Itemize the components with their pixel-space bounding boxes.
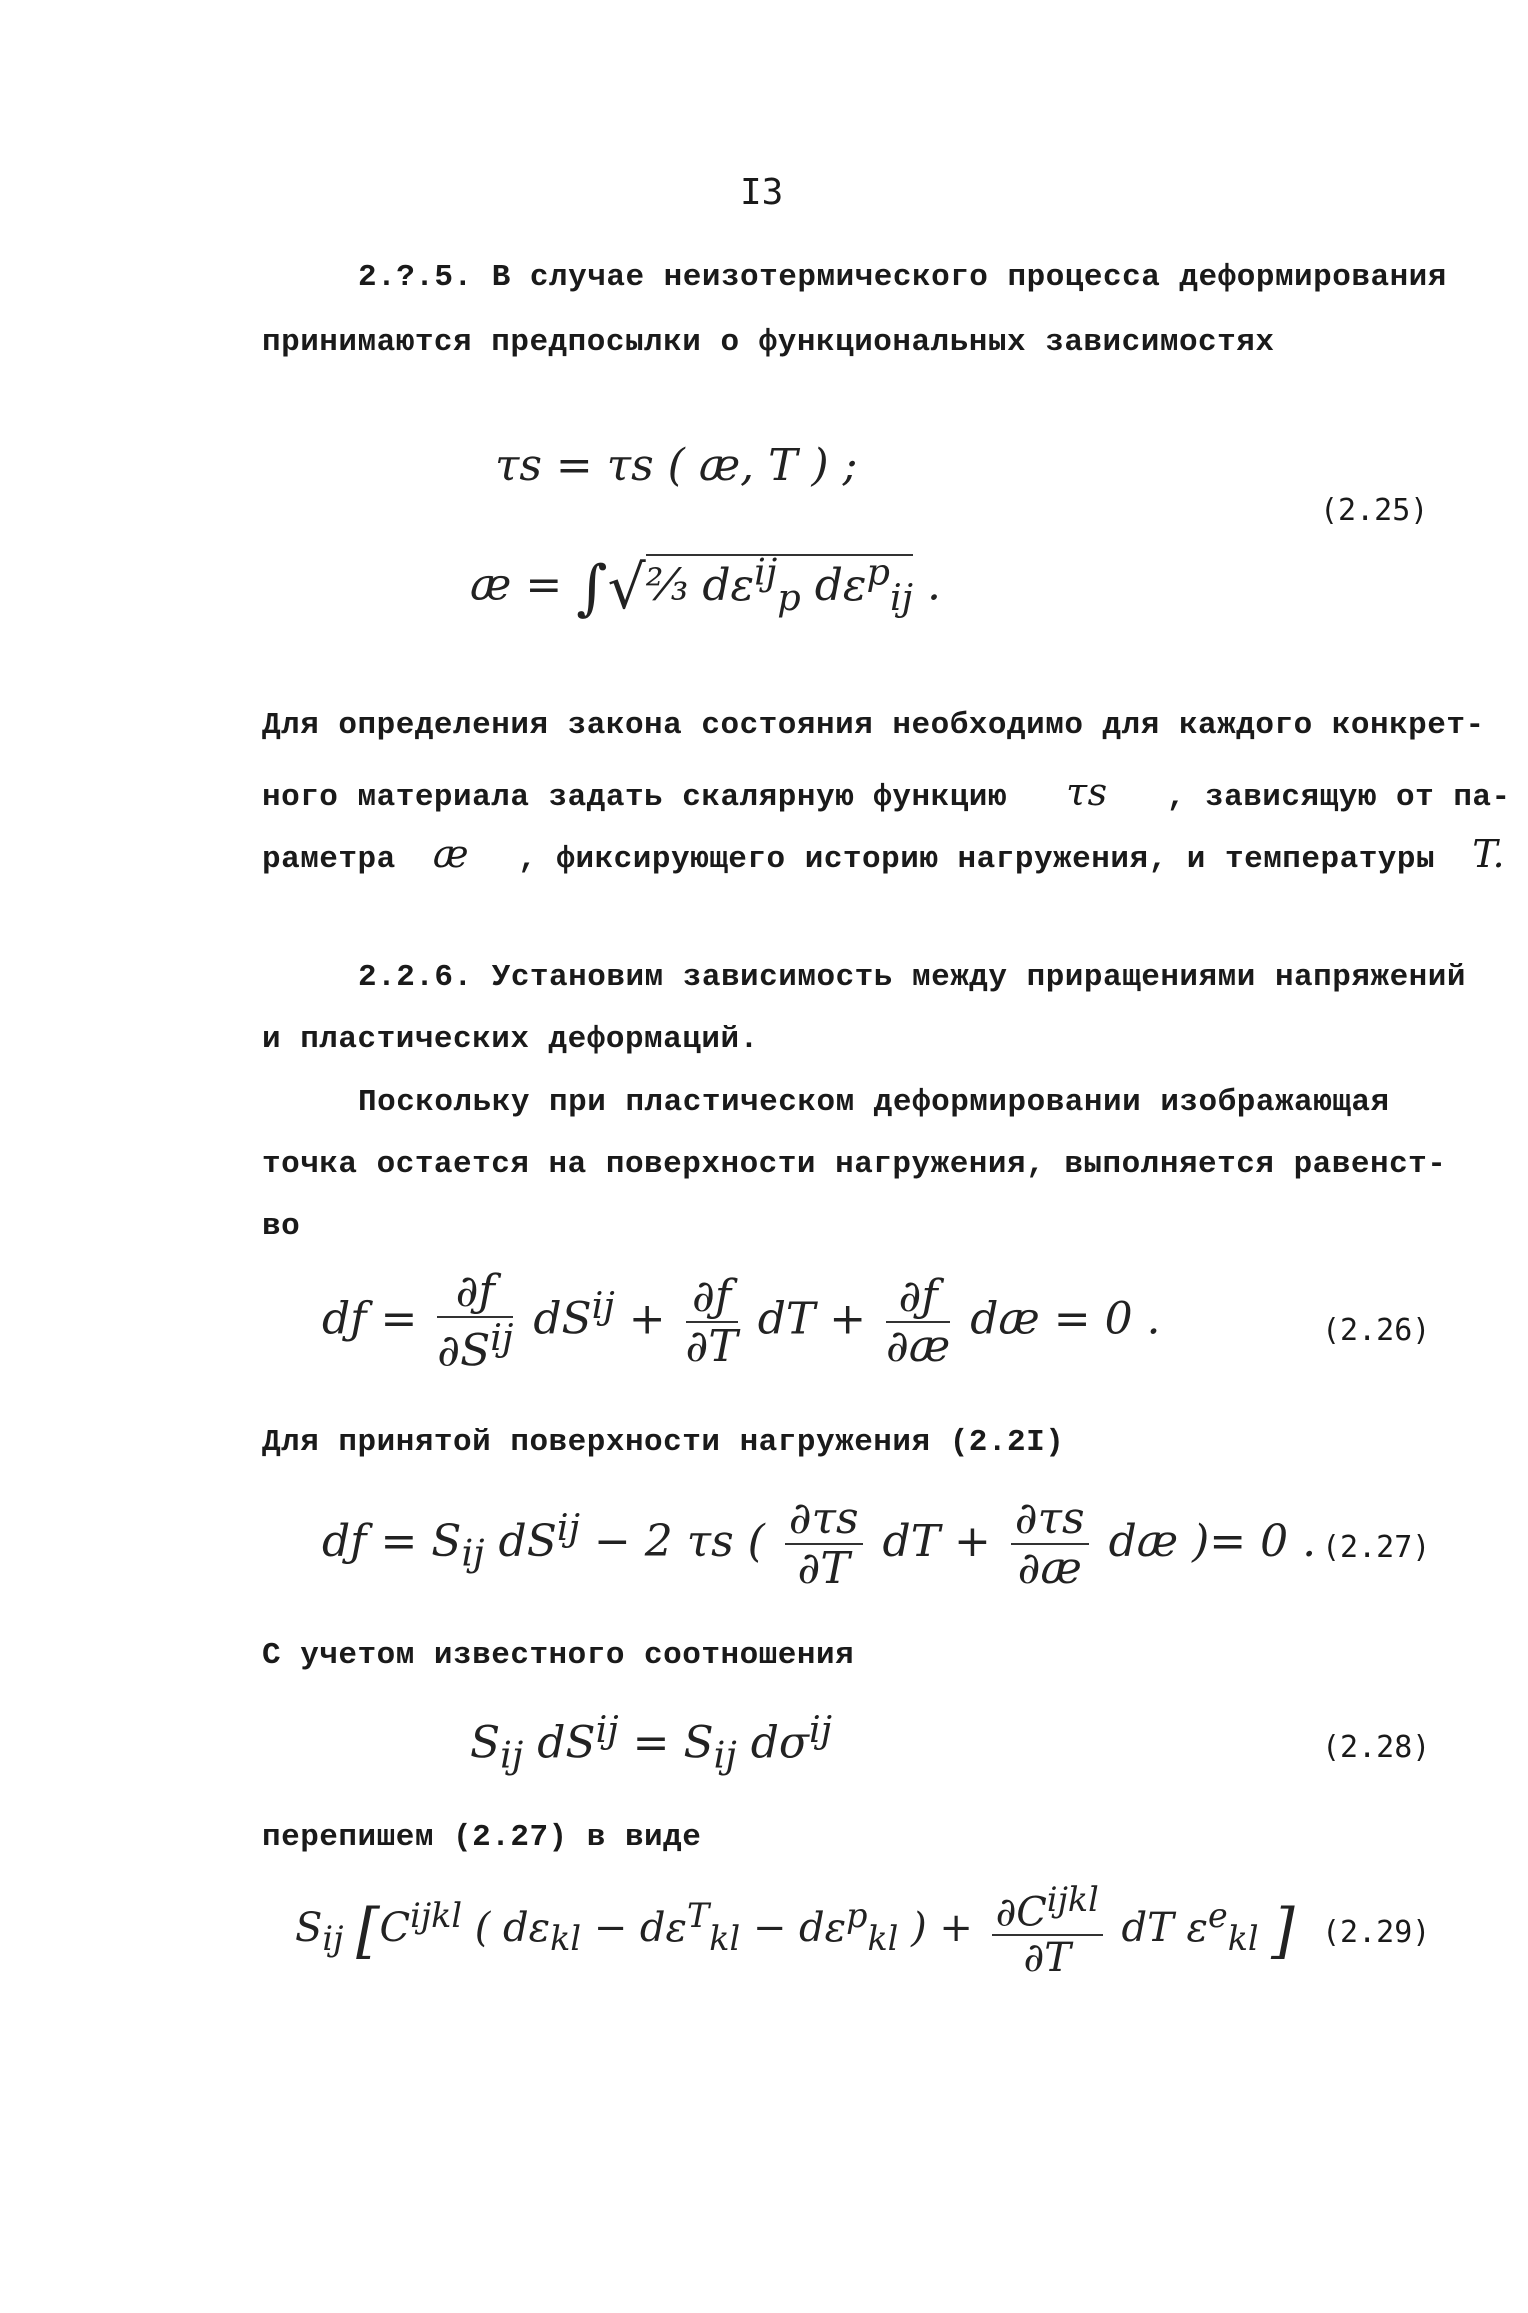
tau-s-symbol: τs — [1066, 770, 1108, 814]
equation-2-27-number: (2.27) — [1322, 1530, 1431, 1565]
equation-2-25-row-1: τs = τs ( æ, T ) ; — [495, 440, 858, 491]
para-2-2-5-line-2: принимаются предпосылки о функциональных зависимостях — [262, 325, 1275, 360]
equation-2-25-number: (2.25) — [1320, 493, 1429, 528]
equation-2-26: dƒ = $\frac{\partial ƒ}{\partial S^{ij}}$ $dS^{ij}$ + $\frac{\partial ƒ}{\partial T}$ dT + $\frac{\partial ƒ}{\partial æ}$ dæ = 0 . — [322, 1266, 1161, 1378]
para-known-line-1: С учетом известного соотношения — [262, 1638, 855, 1673]
para-2-2-6-line-2: и пластических деформаций. — [262, 1022, 759, 1057]
para-accepted-line-1: Для принятой поверхности нагружения (2.2I) — [262, 1425, 1065, 1460]
temperature-symbol: T. — [1472, 832, 1506, 876]
para-law-line-2: ного материала задать скалярную функцию τs , зависящую от па- — [262, 770, 1511, 815]
para-2-2-6-line-1: 2.2.6. Установим зависимость между приращениями напряжений — [358, 960, 1466, 995]
para-law-line-1: Для определения закона состояния необходимо для каждого конкрет- — [262, 708, 1485, 743]
para-law-line-3: раметра æ , фиксирующего историю нагружения, и температуры T. — [262, 832, 1506, 877]
para-2-2-6-line-4: точка остается на поверхности нагружения, выполняется равенст- — [262, 1147, 1447, 1182]
equation-2-28-number: (2.28) — [1322, 1730, 1431, 1765]
equation-2-25-row-2: æ = ∫√⅔ $d\varepsilon^{ij}_p$ $d\varepsilon^p_{ij}$ . — [470, 550, 942, 624]
equation-2-27: dƒ = $S_{ij}$ $dS^{ij} - 2$ τs ( $\frac{\partial\tau s}{\partial T}$ dT + $\frac{\partial\tau s}{\partial æ}$ dæ )= 0 . — [322, 1493, 1317, 1595]
equation-2-28: $S_{ij}$ $dS^{ij} = S_{ij}$ $d\sigma^{ij}$ — [470, 1708, 833, 1777]
para-2-2-5-line-1: 2.?.5. В случае неизотермического процесса деформирования — [358, 260, 1447, 295]
kappa-symbol: æ — [432, 832, 470, 876]
para-2-2-6-line-5: во — [262, 1209, 301, 1244]
equation-2-29-number: (2.29) — [1322, 1915, 1431, 1950]
para-2-2-6-line-3: Поскольку при пластическом деформировании изображающая — [358, 1085, 1390, 1120]
page-number: I3 — [740, 172, 784, 213]
equation-2-29: $S_{ij}$ [$C^{ijkl}$ ( $d\varepsilon_{kl} - d\varepsilon^T_{kl} - d\varepsilon^p_{kl}$ ) + $\frac{\partial C^{ijkl}}{\partial T}$ dT $\varepsilon^e_{kl}$ ] — [295, 1880, 1295, 1982]
equation-2-26-number: (2.26) — [1322, 1313, 1431, 1348]
para-rewrite-line-1: перепишем (2.27) в виде — [262, 1820, 702, 1855]
